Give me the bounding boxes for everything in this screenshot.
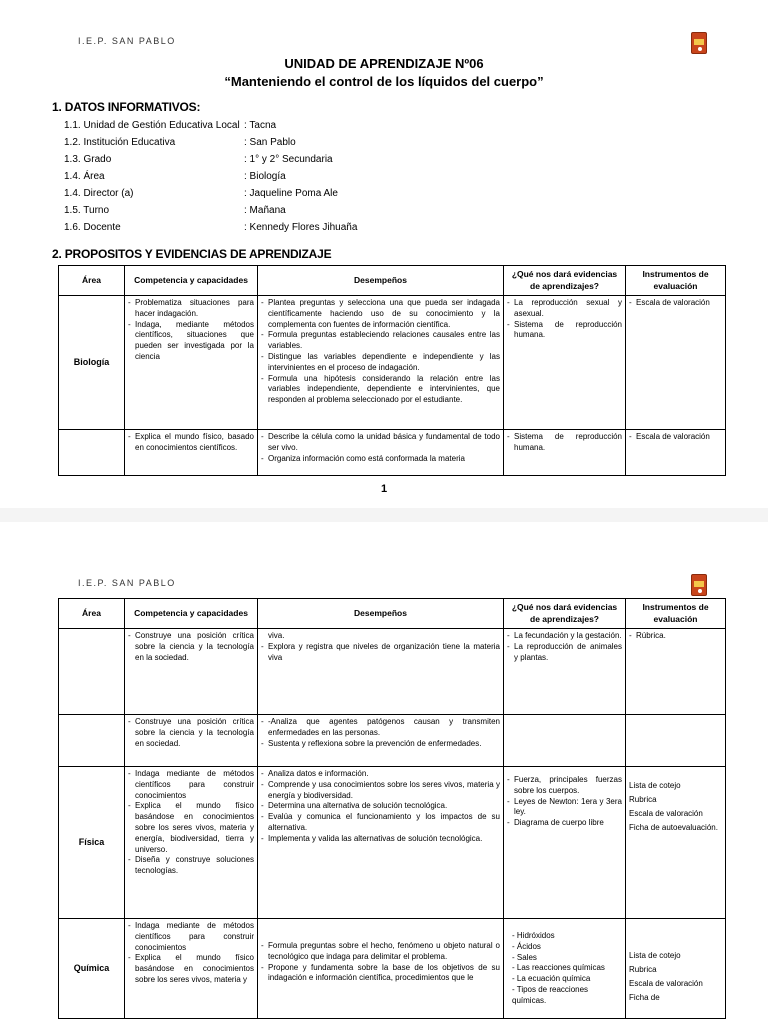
header-instrumentos: Instrumentos de evaluación (626, 266, 726, 296)
table-row (59, 919, 726, 1019)
list-item: - La fecundación y la gestación. (507, 631, 622, 642)
list-item: - Analiza datos e información. (261, 769, 500, 780)
list-item: - Explica el mundo físico, basado en conocimientos científicos. (128, 432, 254, 454)
list-item: - Escala de valoración (629, 298, 722, 309)
competencia-cell (125, 430, 258, 476)
list-item: - Formula una hipótesis considerando la relación entre las variables independiente, dependiente e intervinientes, que responden al problema seleccionado por el estudiante. (261, 374, 500, 406)
instrument-item: Ficha de (629, 993, 660, 1002)
evidencias-cell (504, 715, 626, 767)
area-cell: Química (59, 919, 125, 1019)
instrument-item: Lista de cotejo (629, 781, 681, 790)
evidence-table-page-1 (58, 265, 726, 476)
desempenos-cell (258, 430, 504, 476)
instrumentos-cell (626, 919, 726, 1019)
info-value: : 1° y 2° Secundaria (244, 154, 333, 165)
info-value: : Mañana (244, 205, 286, 216)
evidencias-cell (504, 629, 626, 715)
info-label: 1.4. Área (64, 171, 105, 182)
list-item: - Fuerza, principales fuerzas sobre los cuerpos. (507, 775, 622, 797)
table-header-row (59, 599, 726, 629)
area-cell (59, 715, 125, 767)
info-label: 1.4. Director (a) (64, 188, 134, 199)
instrument-item: Escala de valoración (629, 979, 703, 988)
info-label: 1.3. Grado (64, 154, 112, 165)
list-item: - Sistema de reproducción humana. (507, 432, 622, 454)
list-item: - Sustenta y reflexiona sobre la prevención de enfermedades. (261, 739, 500, 750)
header-instrumentos: Instrumentos de evaluación (626, 599, 726, 629)
header-evidencias: ¿Qué nos dará evidencias de aprendizajes? (504, 266, 626, 296)
list-item: - Distingue las variables dependiente e independiente y las intervinientes en el proceso de indagación. (261, 352, 500, 374)
school-crest-logo (691, 32, 707, 54)
list-item: - Construye una posición crítica sobre la ciencia y la tecnología en sociedad. (128, 717, 254, 749)
evidence-table-page-2 (58, 598, 726, 1019)
info-value: : Kennedy Flores Jihuaña (244, 222, 358, 233)
evidencias-cell (504, 919, 626, 1019)
competencia-cell (125, 715, 258, 767)
info-row (64, 171, 584, 188)
school-header: I.E.P. SAN PABLO (78, 578, 176, 588)
table-row (59, 430, 726, 476)
section-2-heading: 2. PROPOSITOS Y EVIDENCIAS DE APRENDIZAJE (52, 247, 332, 261)
instrument-item: Escala de valoración (629, 809, 703, 818)
info-label: 1.1. Unidad de Gestión Educativa Local (64, 120, 240, 131)
list-item: - Escala de valoración (629, 432, 722, 443)
evidence-item: - La ecuación química (512, 974, 591, 984)
desempenos-cell (258, 715, 504, 767)
list-item: - Evalúa y comunica el funcionamiento y los impactos de su alternativa. (261, 812, 500, 834)
page-number: 1 (380, 483, 388, 495)
list-item: - Indaga mediante de métodos científicos para construir conocimientos (128, 921, 254, 953)
list-item: - Indaga mediante de métodos científicos para construir conocimientos (128, 769, 254, 801)
instrument-item: Lista de cotejo (629, 951, 681, 960)
info-value: : Jaqueline Poma Ale (244, 188, 338, 199)
list-item: - Propone y fundamenta sobre la base de los objetivos de su indagación e información científica, procedimientos que le (261, 963, 500, 985)
page-separator (0, 508, 768, 522)
info-value: : Biología (244, 171, 286, 182)
table-row (59, 296, 726, 430)
list-item: - Explica el mundo físico basándose en conocimientos sobre los seres vivos, materia y (128, 953, 254, 985)
info-label: 1.6. Docente (64, 222, 121, 233)
area-cell (59, 430, 125, 476)
table-row (59, 767, 726, 919)
list-item: - Leyes de Newton: 1era y 3era ley. (507, 797, 622, 819)
desempenos-cell (258, 767, 504, 919)
evidence-item: - Ácidos (512, 941, 541, 951)
header-desempenos: Desempeños (258, 266, 504, 296)
evidence-item: - Hidróxidos (512, 931, 555, 940)
header-area: Área (59, 599, 125, 629)
list-item: - Formula preguntas sobre el hecho, fenómeno u objeto natural o tecnológico que indaga para delimitar el problema. (261, 941, 500, 963)
info-row (64, 188, 584, 205)
info-value: : San Pablo (244, 137, 296, 148)
section-1-heading: 1. DATOS INFORMATIVOS: (52, 100, 201, 114)
competencia-cell (125, 767, 258, 919)
instrumentos-cell (626, 629, 726, 715)
instrumentos-cell (626, 715, 726, 767)
list-item: - Problematiza situaciones para hacer indagación. (128, 298, 254, 320)
list-item: - La reproducción de animales y plantas. (507, 642, 622, 664)
info-label: 1.2. Institución Educativa (64, 137, 176, 148)
list-item: - Rúbrica. (629, 631, 722, 642)
header-desempenos: Desempeños (258, 599, 504, 629)
evidence-item: - Las reacciones químicas (512, 963, 605, 973)
list-item: - Comprende y usa conocimientos sobre los seres vivos, materia y energía y biodiversidad. (261, 780, 500, 802)
list-item: - Diseña y construye soluciones tecnologías. (128, 855, 254, 877)
list-item: - -Analiza que agentes patógenos causan y transmiten enfermedades en las personas. (261, 717, 500, 739)
table-row (59, 715, 726, 767)
evidence-item: - Sales (512, 952, 537, 962)
table-header-row (59, 266, 726, 296)
list-item: - Sistema de reproducción humana. (507, 320, 622, 342)
header-competencia: Competencia y capacidades (125, 266, 258, 296)
evidence-item: - Tipos de reacciones químicas. (512, 984, 589, 1005)
header-area: Área (59, 266, 125, 296)
evidencias-cell (504, 296, 626, 430)
info-row (64, 137, 584, 154)
school-crest-logo (691, 574, 707, 596)
info-row (64, 120, 584, 137)
area-cell: Biología (59, 296, 125, 430)
info-label: 1.5. Turno (64, 205, 110, 216)
list-item: - La reproducción sexual y asexual. (507, 298, 622, 320)
list-item: - Explora y registra que niveles de organización tiene la materia viva (261, 642, 500, 664)
competencia-cell (125, 629, 258, 715)
list-item: - Explica el mundo físico basándose en conocimientos sobre los seres vivos, materia y energía, biodiversidad, tierra y universo. (128, 801, 254, 855)
header-competencia: Competencia y capacidades (125, 599, 258, 629)
info-value: : Tacna (244, 120, 277, 131)
list-item: - Plantea preguntas y selecciona una que pueda ser indagada científicamente haciendo uso de su conocimiento y la complementa con fuentes de información científica. (261, 298, 500, 330)
instrumentos-cell (626, 430, 726, 476)
competencia-cell (125, 296, 258, 430)
list-item: - Organiza información como está conformada la materia (261, 454, 500, 465)
area-cell (59, 629, 125, 715)
desempenos-cell (258, 919, 504, 1019)
list-item: - Formula preguntas estableciendo relaciones causales entre las variables. (261, 330, 500, 352)
table-row (59, 629, 726, 715)
continued-text: viva. (268, 631, 285, 640)
area-cell: Física (59, 767, 125, 919)
competencia-cell (125, 919, 258, 1019)
instrumentos-cell (626, 296, 726, 430)
instrument-item: Ficha de autoevaluación. (629, 823, 718, 832)
instrumentos-cell (626, 767, 726, 919)
list-item: - Diagrama de cuerpo libre (507, 818, 622, 829)
desempenos-cell (258, 629, 504, 715)
evidencias-cell (504, 767, 626, 919)
info-row (64, 205, 584, 222)
list-item: - Describe la célula como la unidad básica y fundamental de todo ser vivo. (261, 432, 500, 454)
evidencias-cell (504, 430, 626, 476)
list-item: - Determina una alternativa de solución tecnológica. (261, 801, 500, 812)
list-item: - Indaga, mediante métodos científicos, situaciones que pueden ser investigada por la ciencia (128, 320, 254, 363)
info-row (64, 154, 584, 171)
header-evidencias: ¿Qué nos dará evidencias de aprendizajes? (504, 599, 626, 629)
list-item: - Implementa y valida las alternativas de solución tecnológica. (261, 834, 500, 845)
list-item: - Construye una posición crítica sobre la ciencia y la tecnología en la sociedad. (128, 631, 254, 663)
unit-subtitle: “Manteniendo el control de los líquidos del cuerpo” (224, 74, 544, 89)
instrument-item: Rubrica (629, 965, 657, 974)
unit-title: UNIDAD DE APRENDIZAJE Nº06 (284, 56, 484, 71)
info-row (64, 222, 584, 239)
instrument-item: Rubrica (629, 795, 657, 804)
desempenos-cell (258, 296, 504, 430)
school-header: I.E.P. SAN PABLO (78, 36, 176, 46)
